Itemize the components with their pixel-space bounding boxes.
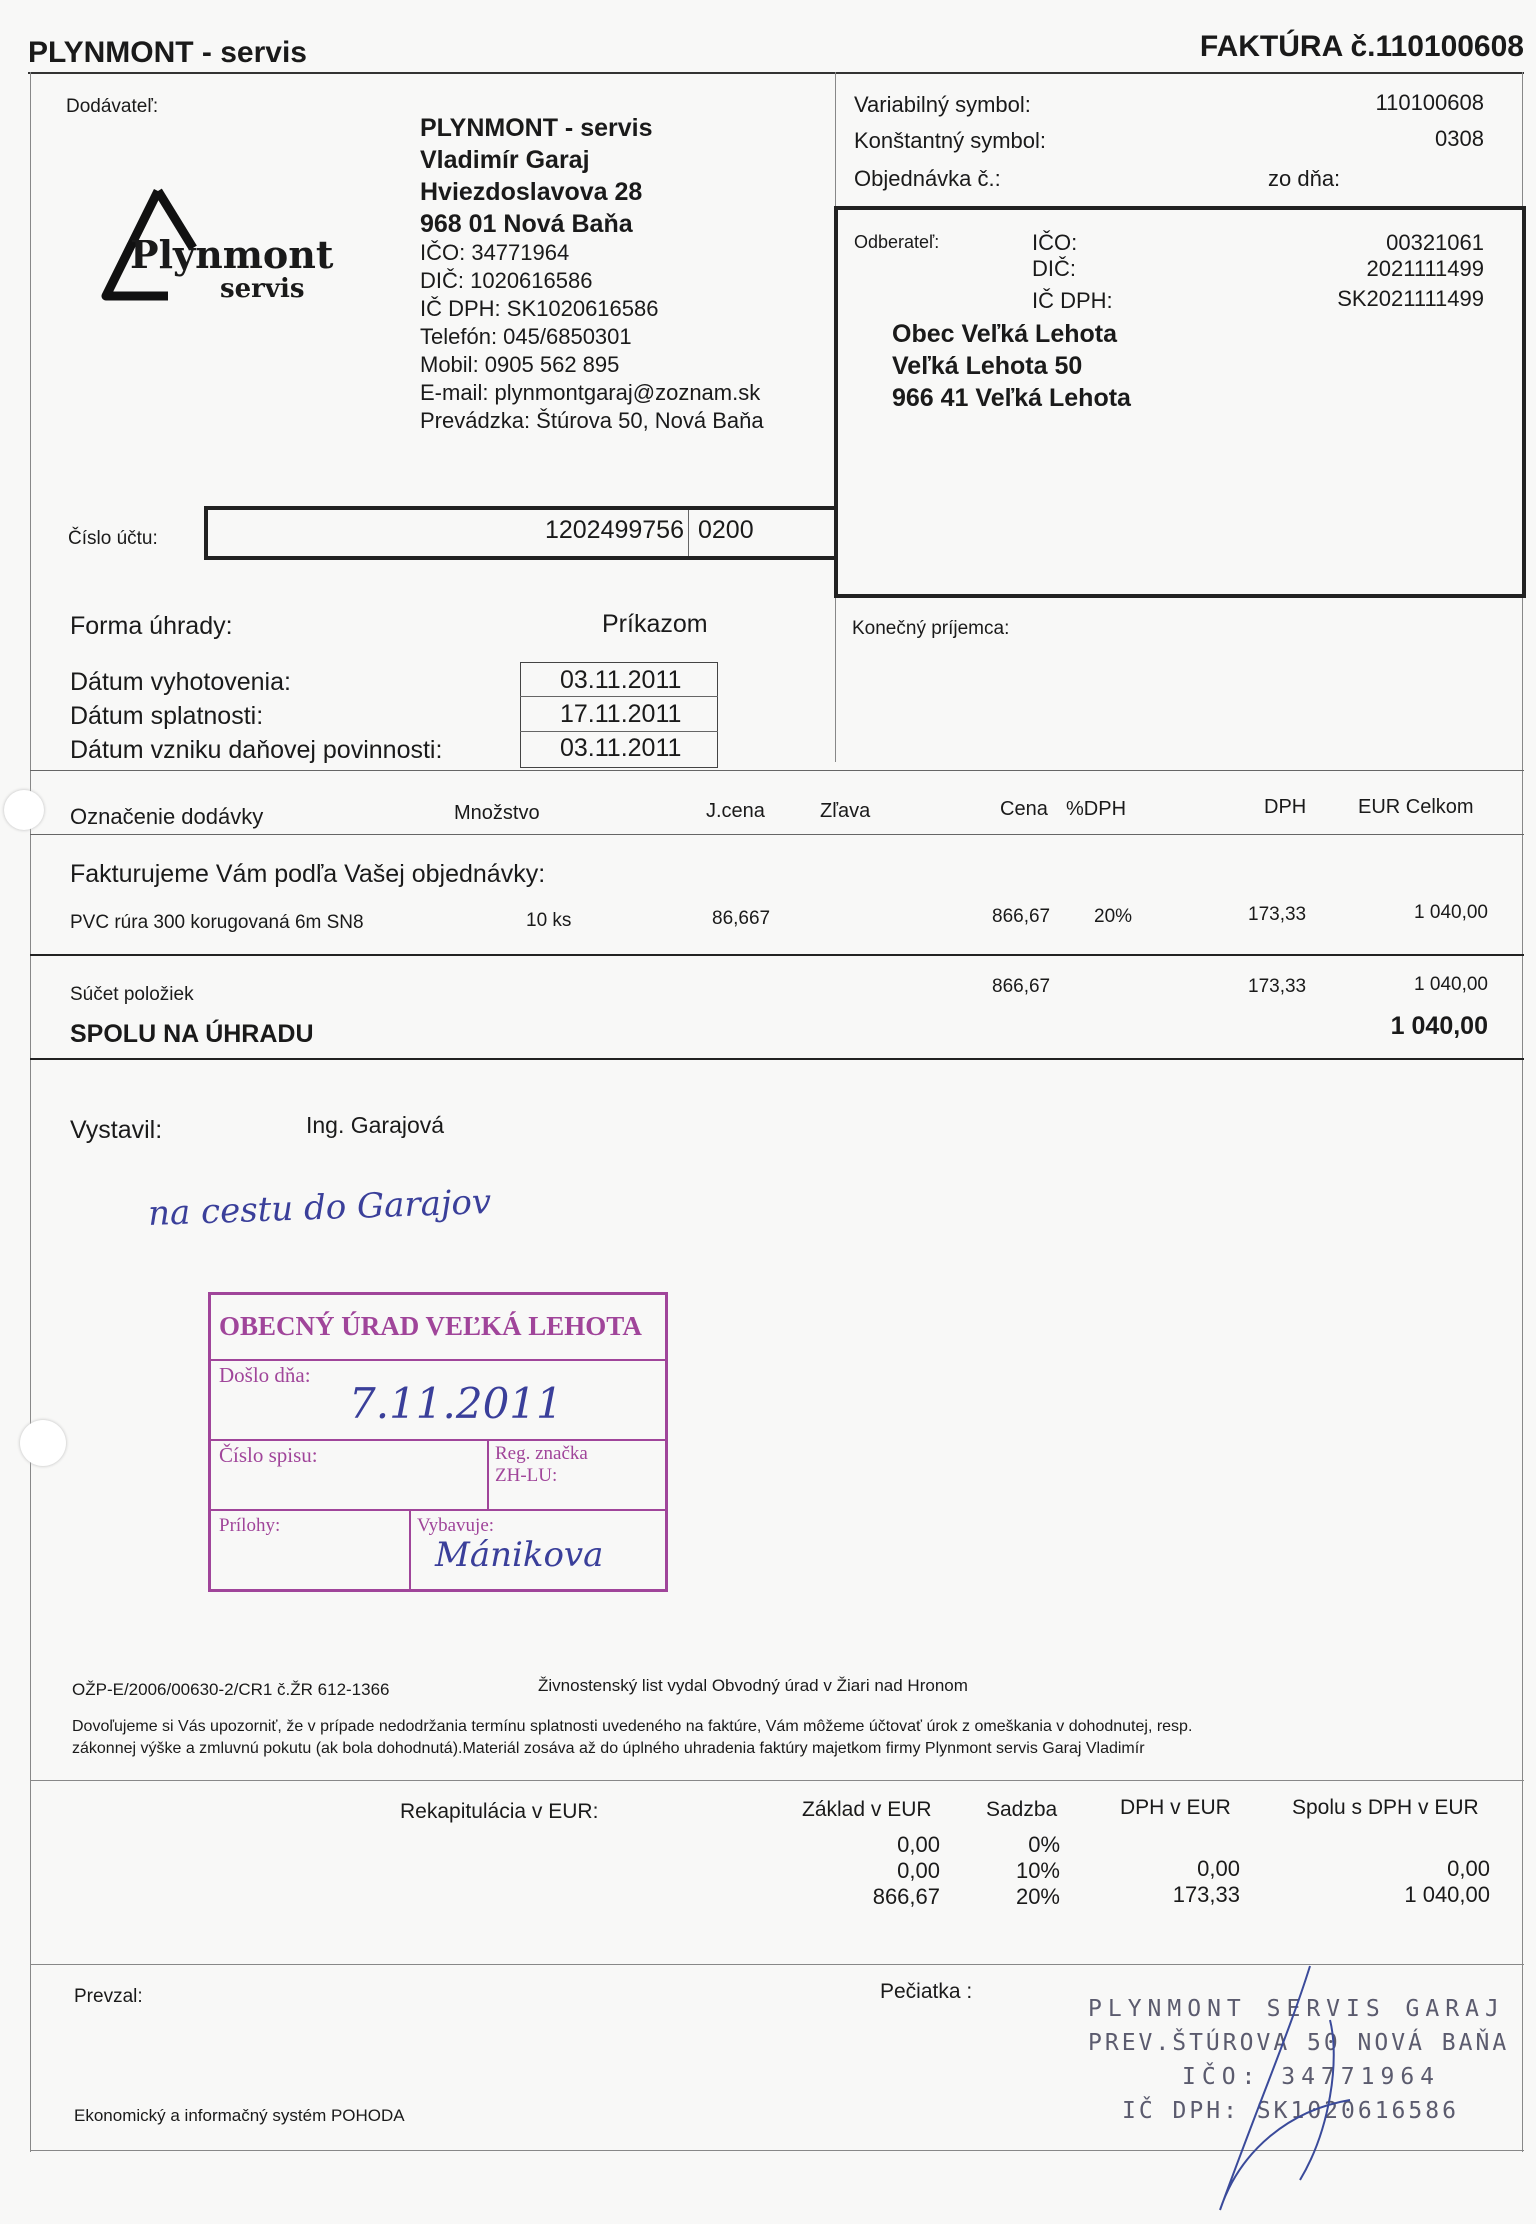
items-bottom-rule: [30, 954, 1524, 956]
customer-dic-value: 2021111499: [1366, 256, 1484, 281]
customer-name: Obec Veľká Lehota: [892, 320, 1117, 348]
stamp-reg-label: Reg. značka: [495, 1443, 588, 1464]
supplier-mobile: Mobil: 0905 562 895: [420, 352, 620, 377]
dates-row-divider-1: [520, 696, 718, 697]
dates-row-divider-2: [520, 731, 718, 732]
supplier-name1: PLYNMONT - servis: [420, 114, 653, 142]
trade-license-text: Živnostenský list vydal Obvodný úrad v Žiari nad Hronom: [538, 1676, 968, 1695]
sum-label: Súčet položiek: [70, 984, 194, 1005]
supplier-label: Dodávateľ:: [66, 96, 159, 117]
recap-label: Rekapitulácia v EUR:: [400, 1800, 599, 1823]
stamp-rule-1: [211, 1359, 665, 1361]
notice-line-2: zákonnej výške a zmluvnú pokutu (ak bola dohodnutá).Materiál zosáva až do úplného uhradenia faktúry majetkom firmy Plynmont servis Garaj Vladimír: [72, 1740, 1145, 1757]
due-date-value: 17.11.2011: [560, 700, 682, 728]
stamp-divider-1: [487, 1439, 489, 1509]
signature-scribble-icon: [1180, 1960, 1420, 2224]
items-header-rule: [30, 834, 1524, 835]
recap-vat-1: 0,00: [1197, 1856, 1240, 1881]
customer-city: 966 41 Veľká Lehota: [892, 384, 1131, 412]
stamp-received-date: 7.11.2011: [349, 1379, 563, 1428]
logo-text-top: Plynmont: [130, 232, 334, 277]
account-divider: [688, 510, 689, 556]
item-qty: 10 ks: [526, 910, 572, 931]
customer-ico-label: IČO:: [1032, 230, 1078, 255]
item-name: PVC rúra 300 korugovaná 6m SN8: [70, 912, 364, 933]
due-date-label: Dátum splatnosti:: [70, 702, 264, 730]
variable-symbol-label: Variabilný symbol:: [854, 92, 1031, 117]
recap-top-rule: [30, 1780, 1524, 1781]
pohoda-system-text: Ekonomický a informačný systém POHODA: [74, 2106, 405, 2125]
issued-by-label: Vystavil:: [70, 1116, 163, 1144]
stamp-attachments-label: Prílohy:: [219, 1515, 281, 1536]
stamp-handled-signature: Mánikova: [435, 1535, 604, 1575]
customer-icdph-label: IČ DPH:: [1032, 288, 1113, 313]
col-vat-pct: %DPH: [1066, 798, 1127, 820]
order-number-label: Objednávka č.:: [854, 166, 1001, 191]
customer-label: Odberateľ:: [854, 232, 940, 252]
constant-symbol-value: 0308: [1435, 126, 1484, 151]
supplier-street: Hviezdoslavova 28: [420, 178, 643, 206]
notice-line-1: Dovoľujeme si Vás upozorniť, že v prípade nedodržania termínu splatnosti uvedeného na faktúre, Vám môžeme účtovať úrok z omeškania v dohodnutej, resp.: [72, 1718, 1193, 1735]
header-rule: [28, 72, 1524, 74]
invoice-title: FAKTÚRA č.110100608: [1199, 30, 1524, 63]
account-number: 1202499756: [544, 516, 684, 544]
sum-total: 1 040,00: [1414, 974, 1488, 995]
col-discount: Zľava: [820, 800, 871, 822]
seal-line-2: PREV.ŠTÚROVA 50 NOVÁ BAŇA: [1088, 2030, 1510, 2056]
received-by-label: Prevzal:: [74, 1986, 143, 2007]
recap-base-2: 866,67: [872, 1884, 940, 1909]
stamp-rule-3: [211, 1509, 665, 1511]
order-date-label: zo dňa:: [1268, 166, 1341, 191]
issue-date-value: 03.11.2011: [560, 666, 682, 694]
handwritten-note: na cestu do Garajov: [147, 1182, 492, 1234]
supplier-icdph: IČ DPH: SK1020616586: [420, 296, 659, 321]
seal-line-3: IČO: 34771964: [1182, 2064, 1441, 2090]
sum-vat: 173,33: [1248, 976, 1307, 997]
payment-form-label: Forma úhrady:: [70, 612, 233, 640]
seal-line-4: IČ DPH: SK1020616586: [1122, 2098, 1459, 2124]
col-quantity: Množstvo: [454, 802, 540, 824]
variable-symbol-value: 110100608: [1375, 90, 1484, 115]
recap-col-base: Základ v EUR: [802, 1798, 932, 1821]
customer-icdph-value: SK2021111499: [1337, 286, 1484, 311]
supplier-facility: Prevádzka: Štúrova 50, Nová Baňa: [420, 408, 764, 433]
logo-text-bottom: servis: [220, 274, 305, 304]
sum-price: 866,67: [992, 976, 1051, 997]
seal-label: Pečiatka :: [880, 1980, 973, 2003]
recap-rate-0: 0%: [1028, 1832, 1060, 1857]
col-total: EUR Celkom: [1358, 796, 1474, 818]
ozp-text: OŽP-E/2006/00630-2/CR1 č.ŽR 612-1366: [72, 1680, 390, 1699]
item-vat-pct: 20%: [1094, 906, 1133, 927]
item-unit-price: 86,667: [712, 908, 771, 929]
supplier-email: E-mail: plynmontgaraj@zoznam.sk: [420, 380, 761, 405]
issued-by-name: Ing. Garajová: [306, 1112, 445, 1138]
left-frame: [30, 72, 31, 2152]
supplier-city: 968 01 Nová Baňa: [420, 210, 633, 238]
stamp-divider-2: [409, 1509, 411, 1589]
received-stamp: [208, 1292, 668, 1592]
items-intro: Fakturujeme Vám podľa Vašej objednávky:: [70, 860, 546, 888]
total-rule: [30, 1058, 1524, 1060]
recap-base-1: 0,00: [897, 1858, 940, 1883]
recap-total-1: 0,00: [1447, 1856, 1490, 1881]
pay-total-label: SPOLU NA ÚHRADU: [70, 1020, 314, 1048]
col-unit-price: J.cena: [706, 800, 765, 822]
issue-date-label: Dátum vyhotovenia:: [70, 668, 291, 696]
account-label: Číslo účtu:: [68, 528, 158, 549]
recap-vat-2: 173,33: [1172, 1882, 1240, 1907]
item-vat: 173,33: [1248, 904, 1307, 925]
col-price: Cena: [1000, 798, 1048, 820]
recap-base-0: 0,00: [897, 1832, 940, 1857]
seal-line-1: PLYNMONT SERVIS GARAJ: [1088, 1996, 1505, 2022]
supplier-ico: IČO: 34771964: [420, 240, 570, 265]
bank-code: 0200: [698, 516, 754, 544]
stamp-file-label: Číslo spisu:: [219, 1443, 318, 1467]
supplier-phone: Telefón: 045/6850301: [420, 324, 632, 349]
recap-col-total: Spolu s DPH v EUR: [1292, 1796, 1479, 1819]
item-total: 1 040,00: [1414, 902, 1488, 923]
stamp-reg-value: ZH-LU:: [495, 1465, 558, 1486]
company-title: PLYNMONT - servis: [28, 36, 307, 69]
recap-rate-2: 20%: [1015, 1884, 1060, 1909]
recap-col-vat: DPH v EUR: [1120, 1796, 1231, 1819]
item-price: 866,67: [992, 906, 1051, 927]
punch-hole-top: [4, 790, 44, 830]
tax-date-label: Dátum vzniku daňovej povinnosti:: [70, 736, 443, 764]
plynmont-logo: [98, 186, 358, 306]
col-designation: Označenie dodávky: [70, 804, 264, 829]
payment-form-value: Príkazom: [602, 610, 708, 638]
stamp-rule-2: [211, 1439, 665, 1441]
recap-rate-1: 10%: [1015, 1858, 1060, 1883]
tax-date-value: 03.11.2011: [560, 734, 682, 762]
supplier-name2: Vladimír Garaj: [420, 146, 590, 174]
recap-total-2: 1 040,00: [1404, 1882, 1490, 1907]
final-recipient-label: Konečný príjemca:: [852, 618, 1010, 639]
customer-ico-value: 00321061: [1386, 230, 1484, 255]
stamp-received-label: Došlo dňa:: [219, 1363, 311, 1387]
punch-hole-bottom: [20, 1420, 66, 1466]
customer-street: Veľká Lehota 50: [892, 352, 1083, 380]
pay-total-value: 1 040,00: [1390, 1012, 1488, 1040]
recap-col-rate: Sadzba: [986, 1798, 1058, 1821]
customer-dic-label: DIČ:: [1032, 256, 1076, 281]
constant-symbol-label: Konštantný symbol:: [854, 128, 1046, 153]
supplier-dic: DIČ: 1020616586: [420, 268, 593, 293]
stamp-handled-label: Vybavuje:: [417, 1515, 495, 1536]
col-vat: DPH: [1264, 796, 1307, 818]
items-top-rule: [30, 770, 1524, 771]
stamp-title: OBECNÝ ÚRAD VEĽKÁ LEHOTA: [219, 1311, 642, 1341]
